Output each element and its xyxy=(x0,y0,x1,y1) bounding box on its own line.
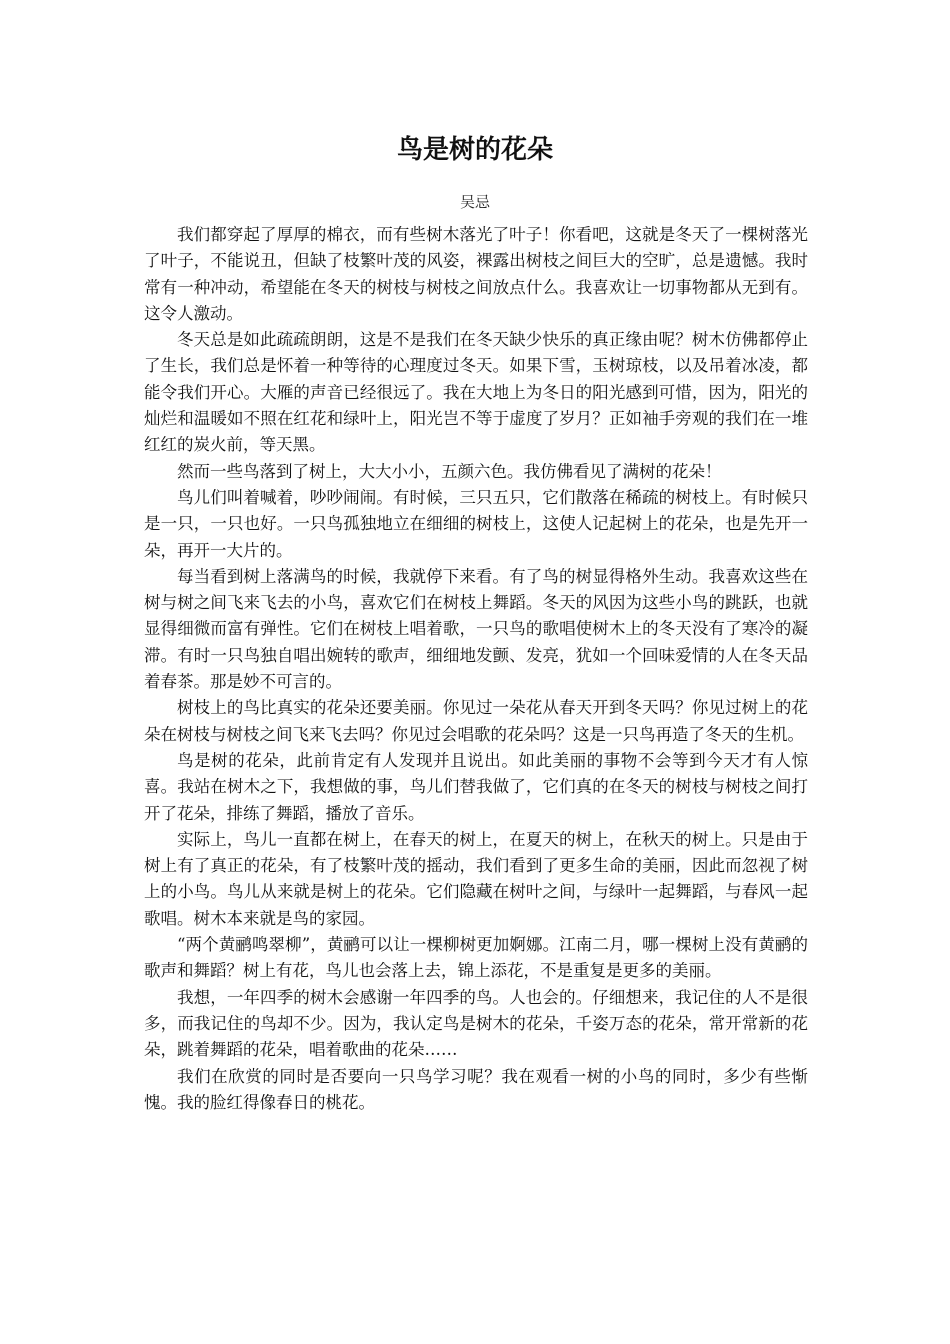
paragraph: 实际上，鸟儿一直都在树上，在春天的树上，在夏天的树上，在秋天的树上。只是由于树上有了真正的花朵，有了枝繁叶茂的摇动，我们看到了更多生命的美丽，因此而忽视了树上的小鸟。鸟儿从来就是树上的花朵。它们隐藏在树叶之间，与绿叶一起舞蹈，与春风一起歌唱。树木本来就是鸟的家园。 xyxy=(144,829,808,928)
paragraph: “两个黄鹂鸣翠柳”，黄鹂可以让一棵柳树更加婀娜。江南二月，哪一棵树上没有黄鹂的歌声和舞蹈？树上有花，鸟儿也会落上去，锦上添花，不是重复是更多的美丽。 xyxy=(144,935,808,981)
article-author: 吴忌 xyxy=(459,193,490,211)
paragraph: 鸟是树的花朵，此前肯定有人发现并且说出。如此美丽的事物不会等到今天才有人惊喜。我站在树木之下，我想做的事，鸟儿们替我做了，它们真的在冬天的树枝与树枝之间打开了花朵，排练了舞蹈，播放了音乐。 xyxy=(144,750,808,823)
paragraph: 我们在欣赏的同时是否要向一只鸟学习呢？我在观看一树的小鸟的同时，多少有些惭愧。我的脸红得像春日的桃花。 xyxy=(144,1066,808,1112)
paragraph: 我们都穿起了厚厚的棉衣，而有些树木落光了叶子！你看吧，这就是冬天了一棵树落光了叶子，不能说丑，但缺了枝繁叶茂的风姿，裸露出树枝之间巨大的空旷，总是遗憾。我时常有一种冲动，希望能在冬天的树枝与树枝之间放点什么。我喜欢让一切事物都从无到有。这令人激动。 xyxy=(144,225,808,323)
article-title: 鸟是树的花朵 xyxy=(396,135,553,165)
paragraph: 树枝上的鸟比真实的花朵还要美丽。你见过一朵花从春天开到冬天吗？你见过树上的花朵在树枝与树枝之间飞来飞去吗？你见过会唱歌的花朵吗？这是一只鸟再造了冬天的生机。 xyxy=(144,698,808,744)
paragraph: 然而一些鸟落到了树上，大大小小，五颜六色。我仿佛看见了满树的花朵！ xyxy=(177,461,722,481)
article-body xyxy=(144,222,808,1116)
paragraph: 鸟儿们叫着喊着，吵吵闹闹。有时候，三只五只，它们散落在稀疏的树枝上。有时候只是一只，一只也好。一只鸟孤独地立在细细的树枝上，这使人记起树上的花朵，也是先开一朵，再开一大片的。 xyxy=(144,487,808,560)
paragraph: 我想，一年四季的树木会感谢一年四季的鸟。人也会的。仔细想来，我记住的人不是很多，而我记住的鸟却不少。因为，我认定鸟是树木的花朵，千姿万态的花朵，常开常新的花朵，跳着舞蹈的花朵，唱着歌曲的花朵…… xyxy=(144,987,808,1060)
paragraph: 每当看到树上落满鸟的时候，我就停下来看。有了鸟的树显得格外生动。我喜欢这些在树与树之间飞来飞去的小鸟，喜欢它们在树枝上舞蹈。冬天的风因为这些小鸟的跳跃，也就显得细微而富有弹性。它们在树枝上唱着歌，一只鸟的歌唱使树木上的冬天没有了寒冷的凝滞。有时一只鸟独自唱出婉转的歌声，细细地发颤、发亮，犹如一个回味爱情的人在冬天品着春茶。那是妙不可言的。 xyxy=(144,566,808,692)
paragraph: 冬天总是如此疏疏朗朗，这是不是我们在冬天缺少快乐的真正缘由呢？树木仿佛都停止了生长，我们总是怀着一种等待的心理度过冬天。如果下雪，玉树琼枝，以及吊着冰凌，都能令我们开心。大雁的声音已经很远了。我在大地上为冬日的阳光感到可惜，因为，阳光的灿烂和温暖如不照在红花和绿叶上，阳光岂不等于虚度了岁月？正如袖手旁观的我们在一堆红红的炭火前，等天黑。 xyxy=(144,330,808,455)
